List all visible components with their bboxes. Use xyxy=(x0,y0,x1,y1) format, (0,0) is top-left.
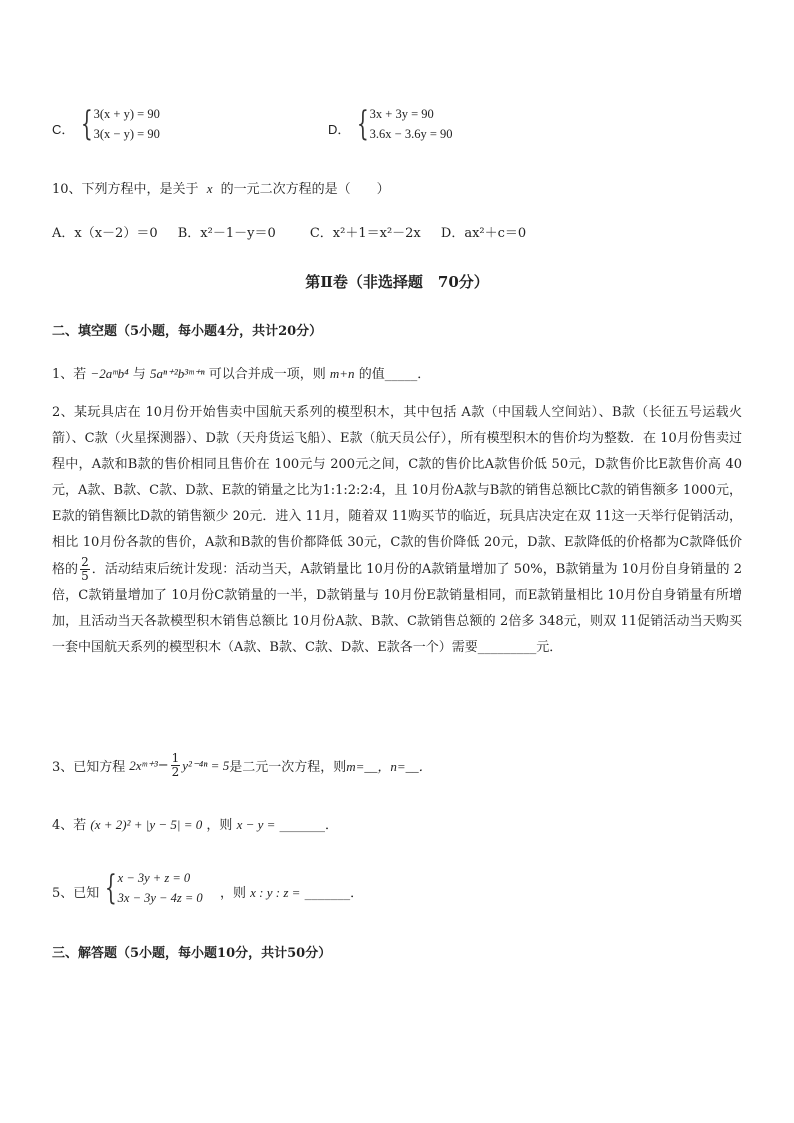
f2-fraction xyxy=(80,556,90,583)
q10-option-c: C．x²＋1＝x²－2x xyxy=(309,226,421,241)
f4-blank: _______． xyxy=(279,818,339,833)
f5-text-b: ，则 xyxy=(220,886,247,901)
fill-question-4 xyxy=(52,814,338,833)
part2-title: 第Ⅱ卷（非选择题 70分） xyxy=(305,273,489,291)
f5-expr: x : y : z = xyxy=(250,885,301,900)
f1-var: m+n xyxy=(329,366,355,381)
f3-expr2: y²⁻⁴ⁿ = 5 xyxy=(182,757,230,773)
brace-icon: { xyxy=(356,104,369,144)
q9-option-d-label: D． xyxy=(328,122,351,137)
f3-minus: − xyxy=(157,758,169,773)
q10-option-d: D．ax²＋c＝0 xyxy=(440,226,527,241)
f4-text-a: 4、若 xyxy=(52,818,87,833)
q10-option-a: A．x（x－2）＝0 xyxy=(52,226,158,241)
fill-question-1 xyxy=(52,363,430,382)
q9-c-eq2: 3(x − y) = 90 xyxy=(93,127,160,141)
f2-text-part1: 2、某玩具店在 10月份开始售卖中国航天系列的模型积木，其中包括 A款（中国载人空间站）、B款（长征五号运载火箭）、C款（火星探测器）、D款（天舟货运飞船）、E款（航天员公仔），所有模型积木的售价均为整数．在 10月份售卖过程中，A款和B款的售价相同且售价在 100元与 200元之间，C款的售价比A款售价低 50元，D款售价比E款售价高 40元，A款、B款、C款、D款、E款的销量之比为1:1:2:2:4，且 10月份A款与B款的销售总额比C款的销售额多 1000元，E款的销售额比D款的销售额少 20元．进入 11月，随着双 11购买节的临近，玩具店决定在双 11这一天举行促销活动，相比 10月份各款的售价，A款和B款的售价都降低 30元，C款的售价降低 20元，D款、E款降低的价格都为C款降低价格的 xyxy=(52,405,742,577)
f5-system xyxy=(100,868,203,908)
q10-stem-b: 的一元二次方程的是（ ） xyxy=(220,182,390,197)
f1-text-d: 的值_____． xyxy=(358,367,431,382)
q9-d-eq2: 3.6x − 3.6y = 90 xyxy=(369,127,453,141)
f5-blank: _______． xyxy=(304,886,364,901)
f2-text-part2: ．活动结束后统计发现：活动当天，A款销量比 10月份的A款销量增加了 50%，B款销量为 10月份自身销量的 2倍，C款销量增加了 10月份C款销量的一半，D款销量与 10月份E款销量相同，而E款销量相比 10月份自身销量有所增加，且活动当天各款模型积木销售总额比 10月份A款、B款、C款销售总额的 2倍多 348元，则双 11促销活动当天购买一套中国航天系列的模型积木（A款、B款、C款、D款、E款各一个）需要_________元． xyxy=(52,562,742,655)
f5-tail xyxy=(220,882,363,901)
brace-icon: { xyxy=(104,868,117,908)
fill-question-5-text-a: 5、已知 xyxy=(52,886,100,901)
q10-stem-var: x xyxy=(206,181,213,196)
q10-options xyxy=(52,222,526,241)
f5-eq2: 3x − 3y − 4z = 0 xyxy=(117,891,203,905)
f4-expr2: x − y = xyxy=(236,817,276,832)
f2-frac-den: 5 xyxy=(81,569,89,583)
brace-icon: { xyxy=(80,104,93,144)
f3-frac-num: 1 xyxy=(171,751,180,765)
q9-c-eq1: 3(x + y) = 90 xyxy=(93,107,160,121)
fill-question-2 xyxy=(52,400,742,661)
fill-question-3 xyxy=(52,752,432,779)
f1-expr2: 5aⁿ⁺²b³ᵐ⁺ⁿ xyxy=(149,366,205,381)
q9-option-c-label: C． xyxy=(52,122,75,137)
f1-expr1: −2aᵐb⁴ xyxy=(90,366,129,381)
q9-option-c-system xyxy=(76,104,160,144)
section3-heading: 三、解答题（5小题，每小题10分，共计50分） xyxy=(52,946,332,961)
f5-eq1: x − 3y + z = 0 xyxy=(117,871,191,885)
section2-heading: 二、填空题（5小题，每小题4分，共计20分） xyxy=(52,324,323,339)
f4-expr: (x + 2)² + |y − 5| = 0 xyxy=(90,817,203,832)
q9-option-d-system xyxy=(352,104,453,144)
f1-text-c: 可以合并成一项，则 xyxy=(208,367,326,382)
f3-expr1: 2xᵐ⁺³ xyxy=(129,757,158,773)
f1-text-a: 1、若 xyxy=(52,367,87,382)
q10-stem xyxy=(52,178,390,197)
f3-tail: m=__，n=__． xyxy=(346,759,432,774)
f3-frac-den: 2 xyxy=(171,765,180,779)
f4-text-b: ，则 xyxy=(206,818,233,833)
f3-fraction xyxy=(171,752,181,779)
f1-text-b: 与 xyxy=(132,367,146,382)
q9-d-eq1: 3x + 3y = 90 xyxy=(369,107,434,121)
f3-text-a: 3、已知方程 xyxy=(52,760,126,775)
q10-option-b: B．x²－1－y＝0 xyxy=(177,226,276,241)
f3-text-b: 是二元一次方程，则 xyxy=(229,760,347,775)
f2-frac-num: 2 xyxy=(81,555,89,569)
q10-stem-a: 10、下列方程中，是关于 xyxy=(52,182,199,197)
